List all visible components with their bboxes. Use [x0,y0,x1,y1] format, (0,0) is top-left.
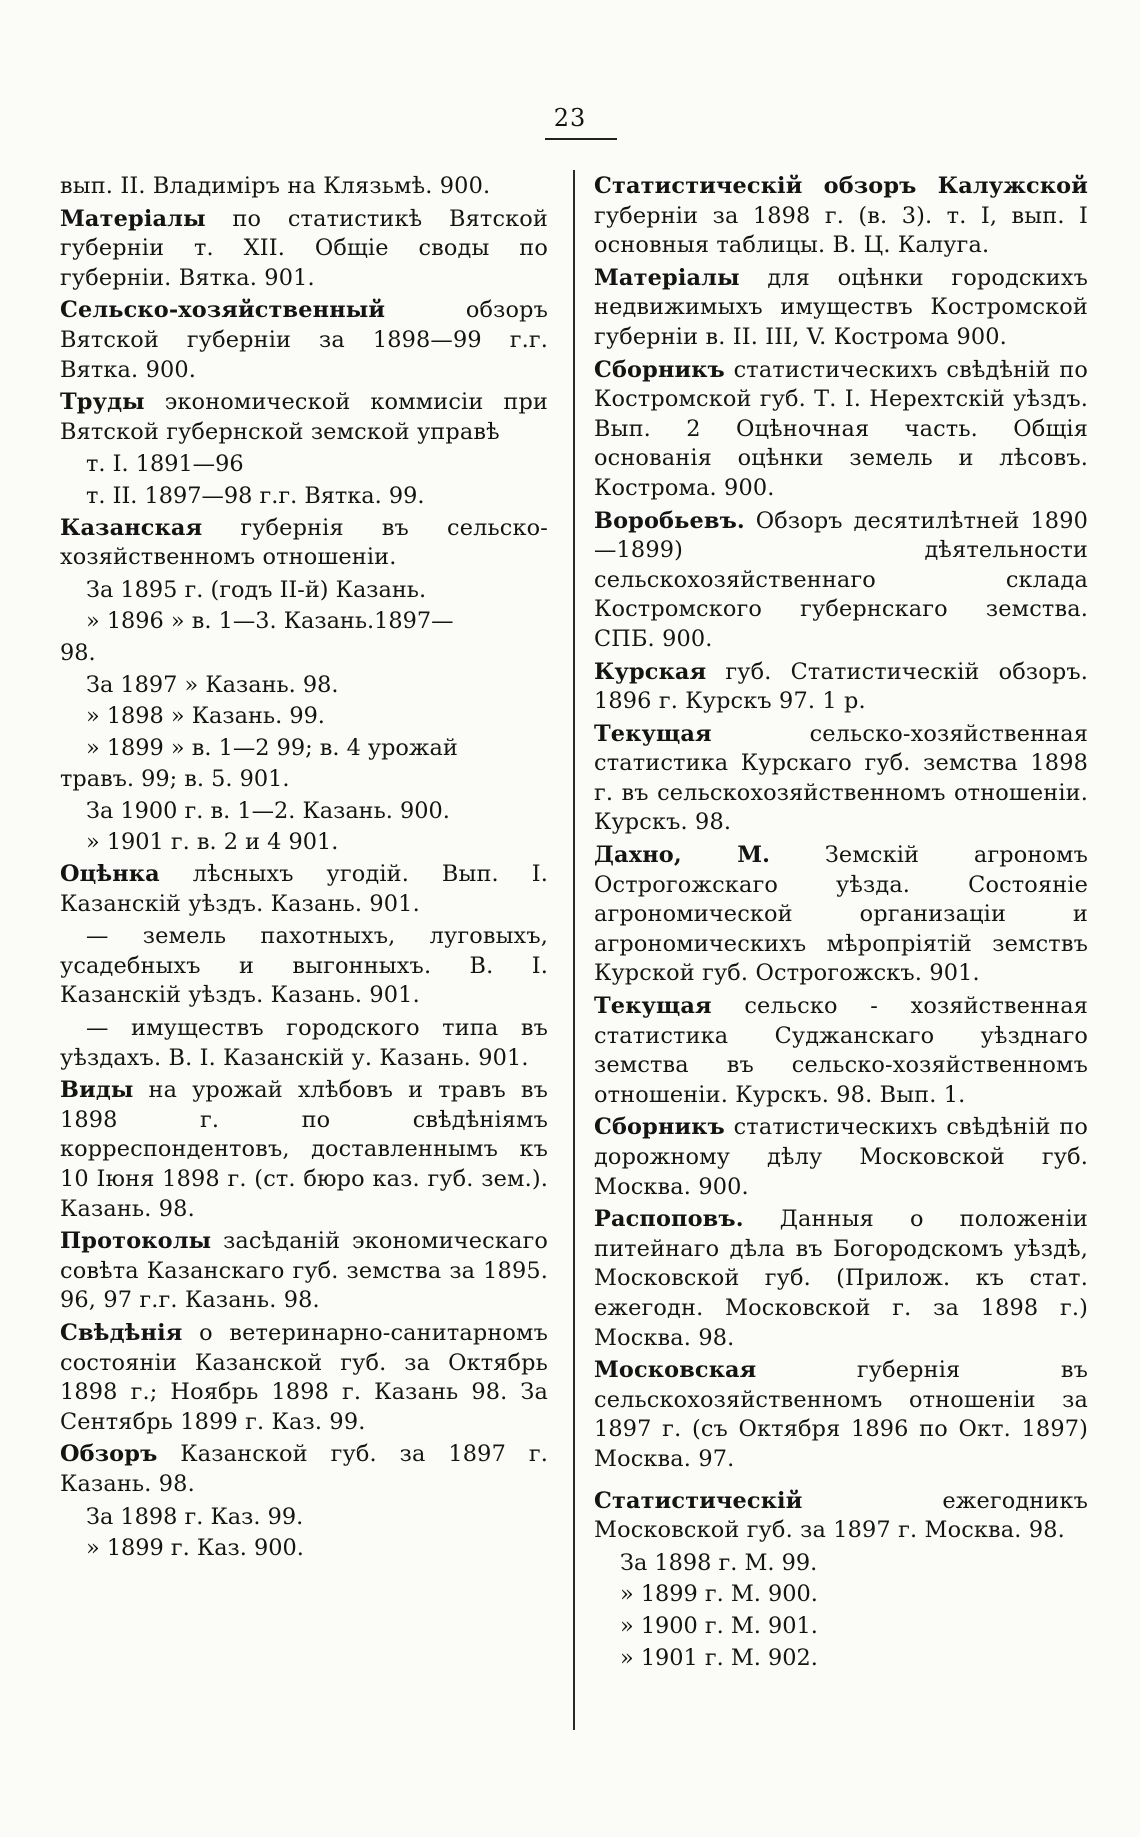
entry-text: губерніи за 1898 г. (в. 3). т. I, вып. I основныя таблицы. В. Ц. Калуга. [594,202,1088,259]
entry-heading: Курская [594,658,707,685]
bibliography-entry [60,1440,548,1499]
bibliography-entry [60,172,548,202]
bibliography-entry [594,172,1088,261]
bibliography-entry [60,514,548,573]
bibliography-entry [594,658,1088,717]
entry-heading: Статистическій обзоръ Калужской [594,173,1088,199]
entry-heading: Сборникъ [594,1114,725,1141]
entry-text: сельско - хозяйственная статистика Суджанскаго уѣзднаго земства въ сельско-хозяйственномъ отношеніи. Курскъ. 98. Вып. 1. [594,993,1088,1108]
entry-heading: Обзоръ [60,1441,158,1468]
entry-text: губернія въ сельскохозяйственномъ отношеніи за 1897 г. (съ Октября 1896 по Окт. 1897) Москва. 97. [594,1357,1088,1472]
entry-heading: Труды [60,389,145,416]
entry-heading: Текущая [594,993,712,1020]
bibliography-entry [594,1356,1088,1474]
entry-text: — имуществъ городского типа въ уѣздахъ. В. I. Казанскій у. Казань. 901. [60,1015,548,1071]
entry-heading: Текущая [594,720,712,747]
entry-text: вып. II. Владиміръ на Клязьмѣ. 900. [60,173,491,199]
entry-heading: Сельско-хозяйственный [60,297,386,324]
bibliography-entry [594,841,1088,989]
entry-continuation: 98. [60,639,96,666]
entry-heading: Протоколы [60,1228,212,1255]
entry-heading: Оцѣнка [60,861,160,888]
entry-subline: т. II. 1897—98 г.г. Вятка. 99. [86,482,425,509]
entry-subline: За 1898 г. М. 99. [620,1549,818,1576]
entry-text: экономической коммисіи при Вятской губернской земской управѣ [60,389,548,445]
entry-subline: » 1899 » в. 1—2 99; в. 4 урожай [86,734,458,761]
bibliography-entry [60,922,548,1011]
entry-text: о ветеринарно-санитарномъ состояніи Казанской губ. за Октябрь 1898 г.; Ноябрь 1898 г. Казань 98. За Сентябрь 1899 г. Каз. 99. [60,1319,548,1435]
entry-heading: Матеріалы [594,264,740,291]
entry-heading: Сборникъ [594,356,725,383]
bibliography-entry [594,507,1088,655]
entry-text: губернія въ сельско-хозяйственномъ отношеніи. [60,514,548,571]
entry-heading: Матеріалы [60,205,206,232]
entry-text: на урожай хлѣбовъ и травъ въ 1898 г. по свѣдѣніямъ корреспондентовъ, доставленнымъ къ 10 Іюня 1898 г. (ст. бюро каз. губ. зем.). Казань. 98. [60,1077,548,1222]
right-column [594,172,1088,1675]
bibliography-entry [594,1487,1088,1546]
entry-subline: » 1899 г. М. 900. [620,1581,818,1608]
entry-text: Казанской губ. за 1897 г. Казань. 98. [60,1441,548,1497]
entry-heading: Распоповъ. [594,1206,744,1233]
entry-subline: т. I. 1891—96 [86,451,244,478]
entry-text: засѣданій экономическаго совѣта Казанскаго губ. земства за 1895. 96, 97 г.г. Казань. 98. [60,1228,548,1314]
bibliography-entry [594,1113,1088,1202]
entry-heading: Московская [594,1357,757,1384]
entry-subline: » 1901 г. в. 2 и 4 901. [86,829,339,856]
bibliography-entry [60,205,548,294]
entry-subline: За 1895 г. (годъ II-й) Казань. [86,576,427,603]
entry-text: статистическихъ свѣдѣній по дорожному дѣлу Московской губ. Москва. 900. [594,1114,1088,1200]
entry-heading: Виды [60,1077,134,1104]
entry-heading: Казанская [60,514,203,541]
bibliography-entry [594,720,1088,838]
bibliography-entry [60,860,548,919]
entry-text: ежегодникъ Московской губ. за 1897 г. Москва. 98. [594,1487,1088,1544]
entry-text: лѣсныхъ угодій. Вып. I. Казанскій уѣздъ. Казань. 901. [60,861,548,917]
entry-subline: За 1897 » Казань. 98. [86,671,339,698]
entry-gap [594,1478,1088,1487]
entry-text: статистическихъ свѣдѣній по Костромской губ. Т. I. Нерехтскій уѣздъ. Вып. 2 Оцѣночная часть. Общія основанія оцѣнки земель и лѣсовъ. Кострома. 900. [594,356,1088,501]
bibliography-entry [594,356,1088,504]
entry-heading: Свѣдѣнія [60,1319,183,1346]
entry-heading: Воробьевъ. [594,507,745,534]
bibliography-entry [60,296,548,385]
bibliography-entry [60,1319,548,1437]
entry-text: — земель пахотныхъ, луговыхъ, усадебныхъ и выгонныхъ. В. I. Казанскій уѣздъ. Казань. 901. [60,923,548,1009]
entry-subline: » 1898 » Казань. 99. [86,703,325,730]
bibliography-entry [60,1076,548,1224]
entry-text: сельско-хозяйственная статистика Курскаго губ. земства 1898 г. въ сельскохозяйственномъ отношеніи. Курскъ. 98. [594,720,1088,836]
entry-text: по статистикѣ Вятской губерніи т. XII. Общіе своды по губерніи. Вятка. 901. [60,205,548,291]
entry-subline: » 1900 г. М. 901. [620,1612,818,1639]
entry-subline: » 1899 г. Каз. 900. [86,1535,304,1562]
entry-text: Обзоръ десятилѣтней 1890—1899) дѣятельности сельскохозяйственнаго склада Костромского губернскаго земства. СПБ. 900. [594,507,1088,652]
bibliography-entry [60,1014,548,1073]
page-number: 23 [553,104,587,132]
entry-text: губ. Статистическій обзоръ. 1896 г. Курскъ 97. 1 р. [594,658,1088,715]
left-column [60,172,548,1566]
entry-subline: За 1898 г. Каз. 99. [86,1503,304,1530]
bibliography-entry [594,992,1088,1110]
entry-continuation: травъ. 99; в. 5. 901. [60,766,290,793]
entry-text: Земскій агрономъ Острогожскаго уѣзда. Состояніе агрономической организаціи и агрономическихъ мѣропріятій земствъ Курской губ. Острогожскъ. 901. [594,842,1088,987]
entry-text: обзоръ Вятской губерніи за 1898—99 г.г. Вятка. 900. [60,297,548,383]
bibliography-entry [594,264,1088,353]
bibliography-entry [60,1227,548,1316]
page-number-rule [545,138,617,140]
bibliography-entry [594,1205,1088,1353]
entry-heading: Дахно, М. [594,842,771,869]
entry-subline: » 1896 » в. 1—3. Казань.1897— [86,608,454,635]
entry-subline: За 1900 г. в. 1—2. Казань. 900. [86,797,450,824]
entry-text: Данныя о положеніи питейнаго дѣла въ Богородскомъ уѣздѣ, Московской губ. (Прилож. къ стат. ежегодн. Московской г. за 1898 г.) Москва. 98. [594,1206,1088,1351]
bibliography-entry [60,388,548,447]
entry-heading: Статистическій [594,1487,803,1514]
entry-text: для оцѣнки городскихъ недвижимыхъ имуществъ Костромской губерніи в. II. III, V. Кострома 900. [594,264,1088,350]
column-divider [573,170,575,1730]
entry-subline: » 1901 г. М. 902. [620,1644,818,1671]
